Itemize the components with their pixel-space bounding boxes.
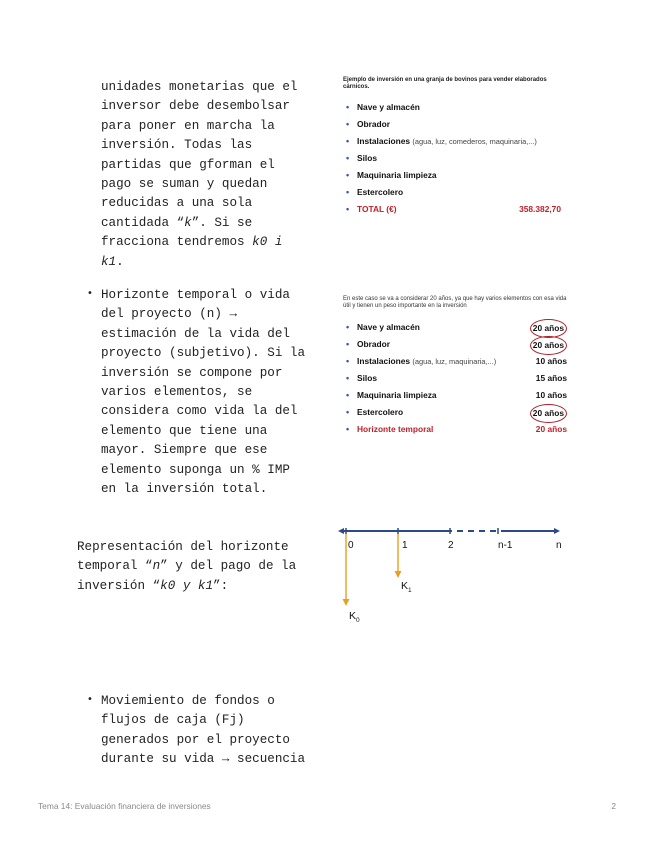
list-item: • Obrador <box>346 119 391 129</box>
bullet-icon: • <box>87 694 93 705</box>
text-line: unidades monetarias que el <box>101 80 298 94</box>
text-line: proyecto (subjetivo). Si la <box>101 346 306 361</box>
k1-arrowhead-icon <box>395 571 402 578</box>
text-line: generados por el proyecto <box>101 732 290 747</box>
text-line: temporal “n” y del pago de la <box>77 559 297 574</box>
text-line: flujos de caja (Fj) <box>101 713 245 728</box>
text-line: pago se suman y quedan <box>101 177 268 192</box>
text-line: en la inversión total. <box>101 482 268 497</box>
arrow-left-icon <box>338 528 344 534</box>
investment-breakdown-panel <box>343 77 567 218</box>
text-line: Moviemiento de fondos o <box>101 694 275 708</box>
panel-caption: En este caso se va a considerar 20 años, ya que hay varios elementos con esa vida útil y tienen un peso importante en la inversión <box>343 296 567 309</box>
text-line: para poner en marcha la <box>101 118 275 133</box>
list-item: • Silos 15 años <box>346 373 567 383</box>
tick-label-1: 1 <box>402 540 408 551</box>
k0-arrowhead-icon <box>343 599 350 606</box>
total-value: 358.382,70 <box>519 204 561 214</box>
text-block-representation <box>77 538 296 596</box>
arrow-right-icon <box>554 528 560 534</box>
total-row: • TOTAL (€) 358.382,70 <box>343 201 567 218</box>
text-line: del proyecto (n) → <box>101 307 238 322</box>
text-block-horizon <box>101 286 305 499</box>
timeline-diagram <box>338 522 564 632</box>
list-item: • Maquinaria limpieza <box>346 170 437 180</box>
text-line: inversión. Todas las <box>101 138 253 153</box>
list-item: • Instalaciones (agua, luz, maquinaria,...) 10 años <box>346 356 567 366</box>
useful-life-panel <box>343 296 567 438</box>
panel-caption: Ejemplo de inversión en una granja de bovinos para vender elaborados cárnicos. <box>343 77 547 90</box>
text-line: considera como vida la del <box>101 404 298 419</box>
text-line: fracciona tendremos k0 i <box>101 235 283 250</box>
tick-label-2: 2 <box>448 540 454 551</box>
text-line: durante su vida → secuencia <box>101 752 306 767</box>
circled-value: 20 años <box>530 319 567 338</box>
text-line: Horizonte temporal o vida <box>101 288 290 302</box>
text-line: reducidas a una sola <box>101 196 253 211</box>
text-line: varios elementos, se <box>101 385 253 400</box>
text-line: inversión “k0 y k1”: <box>77 578 229 593</box>
bullet-icon: • <box>87 288 93 299</box>
text-block-cashflows <box>101 692 305 770</box>
text-line: k1. <box>101 254 124 269</box>
text-line: estimación de la vida del <box>101 326 290 341</box>
text-line: inversión se compone por <box>101 365 283 380</box>
tick-label-0: 0 <box>348 540 354 551</box>
text-block-investment <box>101 78 298 272</box>
tick-label-n-1: n-1 <box>498 540 513 551</box>
k1-label: $K_1$ <box>401 580 412 595</box>
page-number: 2 <box>611 801 616 811</box>
list-item: • Silos <box>346 153 378 163</box>
list-item: • Maquinaria limpieza 10 años <box>346 390 567 400</box>
list-item: • Obrador 20 años <box>343 336 567 353</box>
footer-title: Tema 14: Evaluación financiera de inversiones <box>38 801 211 811</box>
list-item: • Estercolero 20 años <box>343 404 567 421</box>
list-item: • Nave y almacén 20 años <box>343 319 567 336</box>
k0-label: $K_0$ <box>349 610 360 625</box>
list-item: • Estercolero <box>346 187 404 197</box>
text-line: mayor. Siempre que ese <box>101 443 268 458</box>
tick-label-n: n <box>556 540 562 551</box>
text-line: elemento suponga un % IMP <box>101 462 290 477</box>
text-line: partidas que gforman el <box>101 157 275 172</box>
timeline-svg <box>338 522 564 632</box>
horizon-row: • Horizonte temporal 20 años <box>346 424 567 434</box>
text-line: cantidada “k”. Si se <box>101 215 253 230</box>
text-line: inversor debe desembolsar <box>101 99 290 114</box>
text-line: Representación del horizonte <box>77 540 289 554</box>
text-line: elemento que tiene una <box>101 423 268 438</box>
circled-value: 20 años <box>530 336 567 355</box>
list-item: • Instalaciones (agua, luz, comederos, maquinaria,...) <box>346 136 537 146</box>
circled-value: 20 años <box>530 404 567 423</box>
list-item: • Nave y almacén <box>346 102 420 112</box>
